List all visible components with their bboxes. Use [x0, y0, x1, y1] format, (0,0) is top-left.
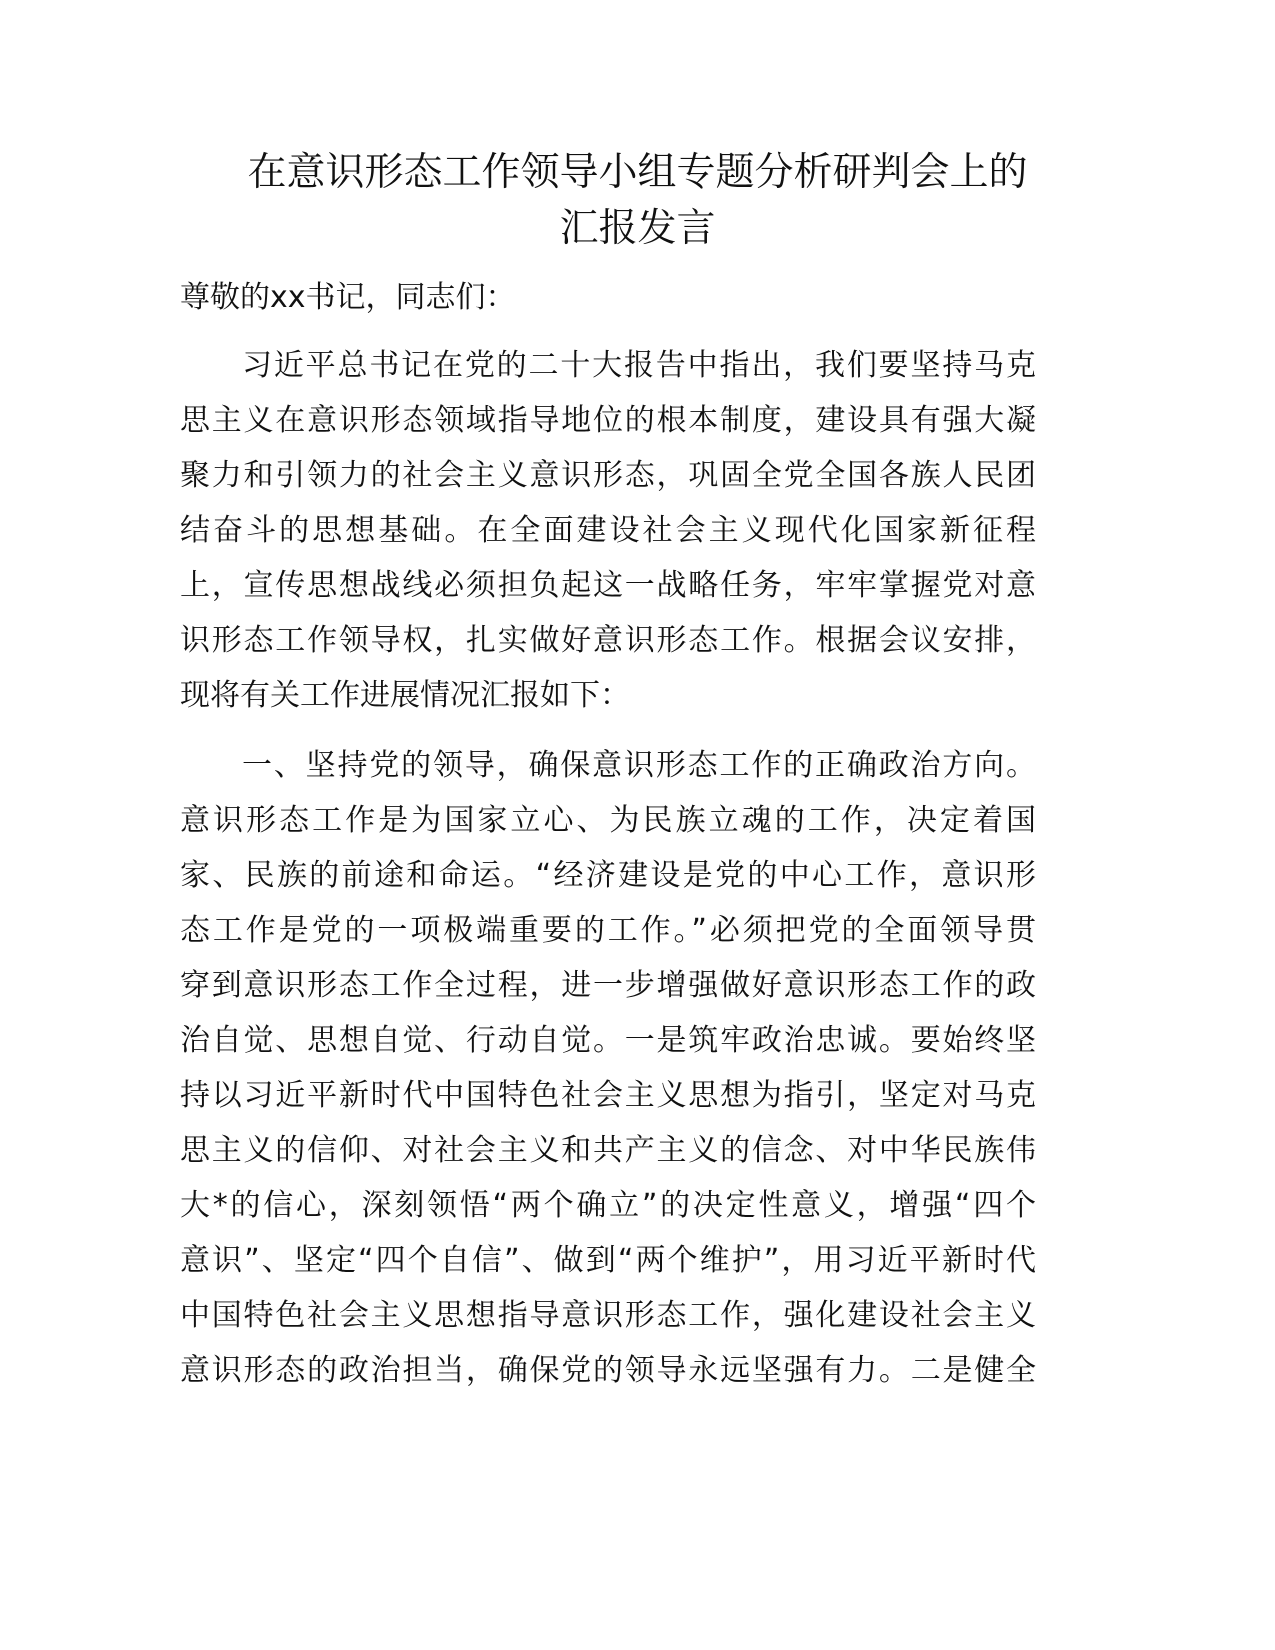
- title-line: 在意识形态工作领导小组专题分析研判会上的: [247, 150, 1028, 195]
- text-line: 意识”、坚定“四个自信”、做到“两个维护”，用习近平新时代: [180, 1243, 1036, 1278]
- text-line: 聚力和引领力的社会主义意识形态，巩固全党全国各族人民团: [180, 458, 1036, 493]
- text-line: 态工作是党的一项极端重要的工作。”必须把党的全面领导贯: [180, 913, 1036, 948]
- text-line: 意识形态工作是为国家立心、为民族立魂的工作，决定着国: [180, 803, 1036, 838]
- text-line: 中国特色社会主义思想指导意识形态工作，强化建设社会主义: [180, 1298, 1036, 1333]
- title-line: 汇报发言: [559, 206, 716, 251]
- text-line: 习近平总书记在党的二十大报告中指出，我们要坚持马克: [242, 348, 1036, 383]
- text-line: 家、民族的前途和命运。“经济建设是党的中心工作，意识形: [180, 858, 1036, 893]
- text-line: 持以习近平新时代中国特色社会主义思想为指引，坚定对马克: [180, 1078, 1036, 1113]
- document-title: [0, 145, 1275, 257]
- text-line: 上，宣传思想战线必须担负起这一战略任务，牢牢掌握党对意: [180, 568, 1036, 603]
- text-line: 结奋斗的思想基础。在全面建设社会主义现代化国家新征程: [180, 513, 1036, 548]
- text-line: 一、坚持党的领导，确保意识形态工作的正确政治方向。: [242, 748, 1036, 783]
- text-line: 治自觉、思想自觉、行动自觉。一是筑牢政治忠诚。要始终坚: [180, 1023, 1036, 1058]
- greeting: 尊敬的xx书记，同志们：: [180, 280, 516, 315]
- text-line: 识形态工作领导权，扎实做好意识形态工作。根据会议安排，: [180, 623, 1036, 658]
- paragraph: [180, 338, 1036, 723]
- text-line: 思主义在意识形态领域指导地位的根本制度，建设具有强大凝: [180, 403, 1036, 438]
- paragraph: [180, 738, 1036, 1398]
- text-line: 穿到意识形态工作全过程，进一步增强做好意识形态工作的政: [180, 968, 1036, 1003]
- text-line: 意识形态的政治担当，确保党的领导永远坚强有力。二是健全: [180, 1353, 1036, 1388]
- text-line: 现将有关工作进展情况汇报如下：: [180, 678, 630, 713]
- text-line: 大*的信心，深刻领悟“两个确立”的决定性意义，增强“四个: [180, 1188, 1036, 1223]
- text-line: 思主义的信仰、对社会主义和共产主义的信念、对中华民族伟: [180, 1133, 1036, 1168]
- document-body: [180, 270, 1036, 1413]
